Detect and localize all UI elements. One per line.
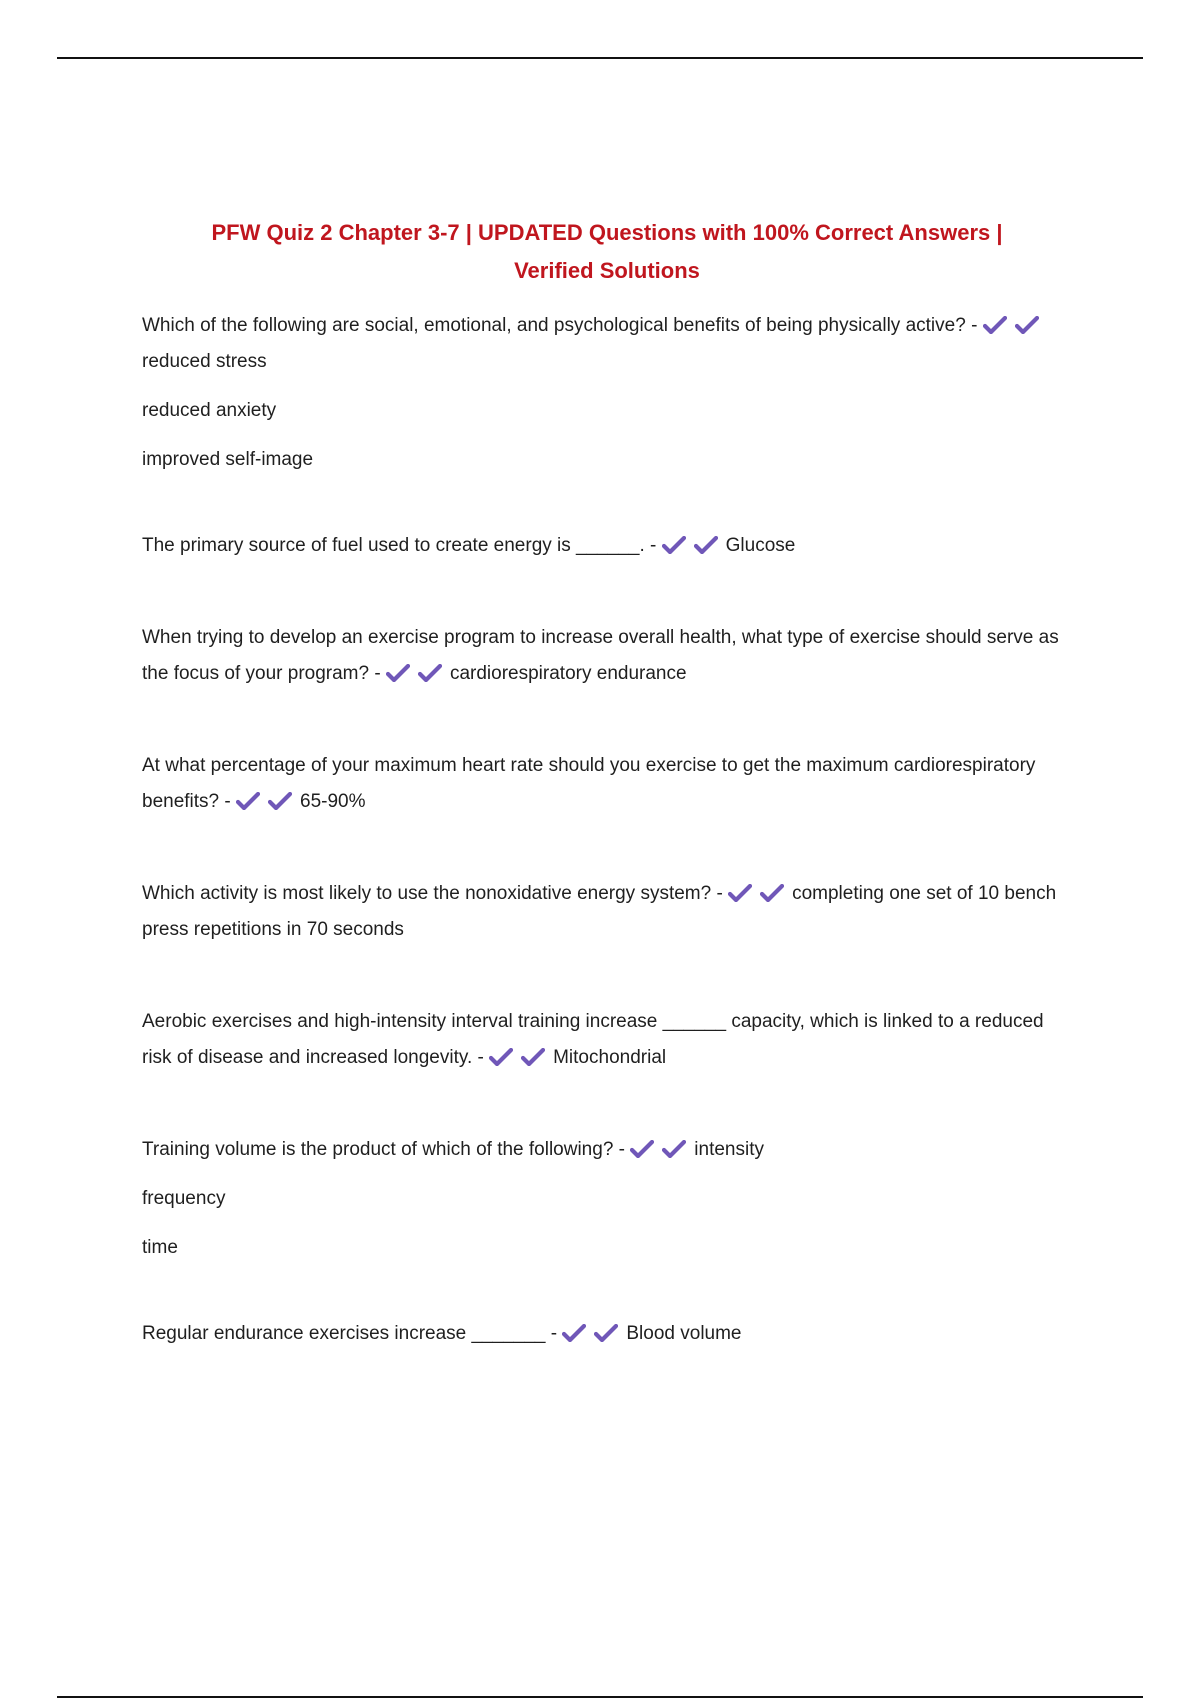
separator: - [711,883,729,904]
title-line-2: Verified Solutions [514,258,700,283]
separator: - [369,663,386,684]
separator: - [965,315,983,336]
qa-item [142,528,1072,564]
qa-item [142,308,1072,478]
answer-text: completing one set of 10 bench press repetitions in 70 seconds [142,883,1057,940]
qa-item [142,876,1072,948]
answer-text: Glucose [725,535,796,556]
checkmark-icon [630,1140,654,1158]
qa-line [142,876,1072,948]
qa-line [142,1132,1072,1168]
document-body [142,214,1072,1408]
document-title [122,214,1092,290]
separator: - [613,1139,631,1160]
checkmark-icon [489,1048,513,1066]
question-text: Which activity is most likely to use the nonoxidative energy system? [142,883,712,904]
checkmark-icon [760,884,784,902]
qa-line [142,1004,1072,1076]
checkmark-icon [1015,316,1039,334]
checkmark-icon [662,536,686,554]
qa-line [142,620,1072,692]
answer-text: cardiorespiratory endurance [449,663,687,684]
checkmark-icon [728,884,752,902]
bottom-rule [57,1696,1143,1698]
answer-continuation: frequency [142,1188,226,1209]
title-line-1: PFW Quiz 2 Chapter 3-7 | UPDATED Questions with 100% Correct Answers | [211,220,1003,245]
separator: - [472,1047,490,1068]
checkmark-icon [983,316,1007,334]
answer-text: 65-90% [300,791,366,812]
qa-line [142,528,1072,564]
qa-item [142,748,1072,820]
answer-text: Blood volume [626,1323,742,1344]
top-rule [57,57,1143,59]
question-text: The primary source of fuel used to create energy is ______. [142,535,645,556]
answer-text: reduced stress [142,351,267,372]
answer-text: Mitochondrial [553,1047,667,1068]
answer-text: intensity [694,1139,764,1160]
checkmark-icon [521,1048,545,1066]
qa-item [142,620,1072,692]
question-text: Training volume is the product of which of the following? [142,1139,614,1160]
checkmark-icon [268,792,292,810]
question-text: Which of the following are social, emotional, and psychological benefits of being physically active? [142,315,966,336]
checkmark-icon [236,792,260,810]
qa-item [142,1004,1072,1076]
checkmark-icon [386,664,410,682]
checkmark-icon [694,536,718,554]
question-text: Regular endurance exercises increase _______ [142,1323,546,1344]
answer-continuation: reduced anxiety [142,400,277,421]
separator: - [545,1323,563,1344]
checkmark-icon [662,1140,686,1158]
separator: - [219,791,237,812]
qa-list [142,308,1072,1352]
checkmark-icon [562,1324,586,1342]
checkmark-icon [594,1324,618,1342]
checkmark-icon [418,664,442,682]
answer-continuation: time [142,1237,178,1258]
qa-item [142,1316,1072,1352]
qa-line [142,1316,1072,1352]
question-text: At what percentage of your maximum heart rate should you exercise to get the maximum cardiorespiratory benefits? [142,755,1036,812]
answer-continuation: improved self-image [142,449,314,470]
qa-item [142,1132,1072,1266]
question-text: Aerobic exercises and high-intensity interval training increase ______ capacity, which is linked to a reduced risk of disease and increased longevity. [142,1011,1044,1068]
qa-line [142,308,1072,380]
question-text: When trying to develop an exercise program to increase overall health, what type of exercise should serve as the focus of your program? [142,627,1059,684]
qa-line [142,748,1072,820]
separator: - [644,535,662,556]
